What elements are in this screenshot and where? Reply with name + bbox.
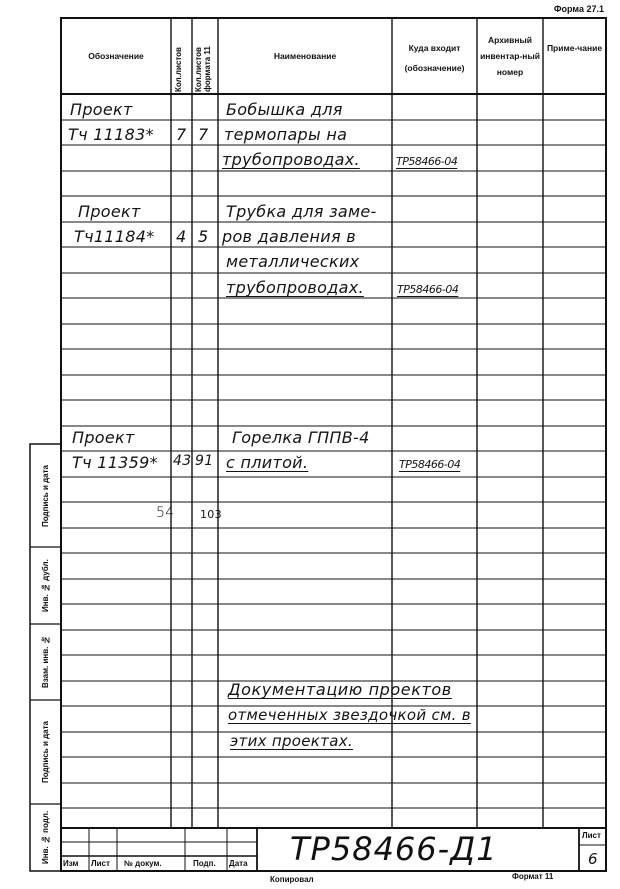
entry-name: трубопроводах.: [222, 150, 360, 169]
tb-col-date: Дата: [229, 859, 248, 868]
header-designation: Обозначение: [88, 51, 144, 61]
entry-sheets-format: 5: [198, 227, 209, 246]
header-archive-no: Архивный инвентар-ный номер: [480, 35, 540, 77]
footnote-line: этих проектах.: [230, 732, 353, 750]
entry-designation: Проект: [70, 100, 133, 119]
header-sheet-count-format: Кол.листов формата 11: [194, 46, 212, 92]
header-note: Приме-чание: [546, 43, 603, 53]
entry-where-used: ТР58466-04: [397, 283, 459, 296]
entry-name: термопары на: [224, 125, 348, 144]
header-name: Наименование: [273, 51, 337, 61]
entry-name: Горелка ГППВ-4: [232, 428, 370, 447]
header-sheet-count: Кол.листов: [174, 47, 183, 92]
entry-name: Трубка для заме-: [226, 202, 377, 221]
entry-designation: Тч 11183*: [68, 125, 154, 144]
side-label-signature-date: Подпись и дата: [41, 465, 50, 527]
entry-name: Бобышка для: [226, 100, 343, 119]
form-label: Форма 27.1: [553, 4, 604, 14]
side-label-dup-inv: Инв. № дубл.: [41, 559, 50, 612]
entry-designation: Проект: [72, 428, 135, 447]
entry-designation: Тч11184*: [74, 227, 155, 246]
entry-name: ров давления в: [222, 227, 357, 246]
entry-where-used: ТР58466-04: [396, 155, 458, 168]
format-label: Формат 11: [512, 872, 554, 881]
entry-name: трубопроводах.: [226, 278, 364, 297]
total-sheets: 54: [156, 505, 175, 521]
sheet-number: 6: [588, 850, 598, 868]
tb-col-doc-no: № докум.: [124, 859, 162, 868]
copied-label: Копировал: [270, 875, 314, 884]
header-where-used: Куда входит (обозначение): [404, 43, 465, 73]
entry-designation: Проект: [78, 202, 141, 221]
side-label-replace-inv: Взам. инв. №: [41, 635, 50, 689]
entry-where-used: ТР58466-04: [399, 458, 461, 471]
entry-name: металлических: [226, 252, 360, 271]
tb-col-sheet: Лист: [91, 859, 110, 868]
entry-sheets: 43: [173, 453, 192, 469]
side-label-orig-inv: Инв. № подл.: [41, 810, 50, 865]
total-sheets-format: 103: [200, 508, 222, 521]
footnote-line: Документацию проектов: [228, 680, 452, 699]
tb-col-change: Изм: [63, 859, 79, 868]
entry-name: с плитой.: [226, 453, 309, 472]
entry-sheets: 4: [176, 227, 187, 246]
document-code: ТР58466-Д1: [290, 830, 498, 868]
sheet-label: Лист: [582, 831, 601, 840]
side-label-signature-date-2: Подпись и дата: [41, 721, 50, 783]
entry-sheets-format: 7: [198, 125, 209, 144]
tb-col-signature: Подп.: [193, 859, 216, 868]
entry-sheets-format: 91: [195, 453, 214, 469]
entry-designation: Тч 11359*: [72, 453, 158, 472]
footnote-line: отмеченных звездочкой см. в: [228, 706, 471, 724]
entry-sheets: 7: [176, 125, 187, 144]
